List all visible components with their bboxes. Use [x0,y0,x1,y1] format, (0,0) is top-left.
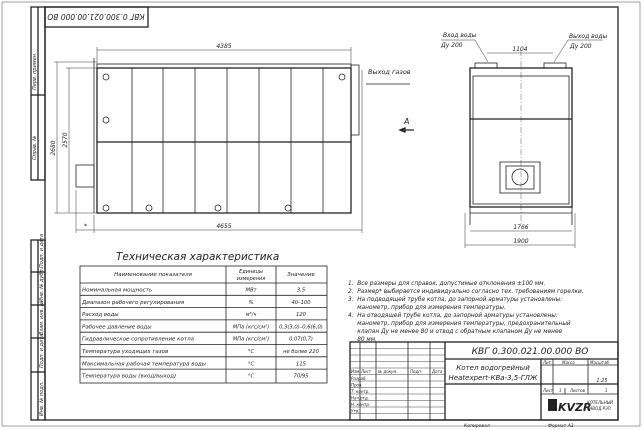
spec-unit: МПа (кгс/см²) [232,336,270,343]
strip-label: Подп. и дата [39,233,45,268]
copied-label: Копировал [464,424,490,429]
spec-unit: °С [247,361,255,368]
role-label: Утв. [351,408,360,414]
title-block [350,342,618,429]
spec-unit: % [248,299,254,306]
spec-unit: МПа (кгс/см²) [232,324,270,331]
spec-unit: м³/ч [245,312,257,319]
spec-unit: МВт [245,287,257,294]
role-label: Н. контр. [351,402,371,407]
notes [348,281,584,343]
dim-2680: 2680 [50,140,57,156]
spec-value: 70/95 [293,373,309,380]
logo-mark [548,399,557,411]
role-label: Нач.отд. [351,395,369,401]
role-label: Т. контр. [351,389,370,394]
note-line: 80 мм. [348,337,378,343]
front-view [440,32,607,248]
format-label: Формат А3 [548,424,574,429]
spec-value: 40–100 [291,299,311,306]
strip-label: Справ. № [32,135,38,160]
scale-value: 1:25 [596,378,608,384]
note-line: 1. Все размеры для справок, допустимые отклонения ±100 мм. [348,281,546,287]
stamp-code: КВГ 0.300.021.00.000 ВО [47,12,145,21]
company-name: КОТЕЛЬНЫЙ [587,400,613,405]
spec-param: Номинальная мощность [82,287,153,294]
spec-title: Техническая характеристика [116,251,280,263]
dim-1900: 1900 [513,238,529,245]
note-line: манометр, прибор для измерения температуры, предохранительный [348,321,571,327]
section-mark: А [404,117,410,126]
spec-param: Диапазон рабочего регулирования [82,299,185,306]
company-logo: KVZR [558,401,592,414]
note-line: 3. На подводящей трубе котла, до запорной арматуры установлены: [348,297,563,303]
water-inlet-label: Вход воды [443,32,477,39]
spec-value: 0,3(3,0)–0,6(6,0) [279,324,323,331]
spec-header-units: измерения [236,276,266,282]
column-header: Подп. [410,369,423,374]
dim-4655: 4655 [216,223,232,230]
dim-star: * [84,223,87,230]
spec-value: 3,5 [296,287,306,294]
note-line: манометр, прибор для измерения температуры. [348,305,506,311]
dim-1104: 1104 [512,46,528,53]
water-outlet-label: Выход воды [569,33,608,40]
sheets-label: Листов [570,388,585,393]
dim-2570: 2570 [62,132,69,148]
strip-label: Перв. примен. [32,52,38,90]
note-line: клапан Ду не менее 80 и отвод с обратным клапаном Ду не менее [348,329,563,335]
column-header: № докум. [378,369,398,374]
lit-label: Лит. [543,360,553,365]
company-name-2: ЗАВОД РЭП [587,406,611,411]
column-header: Изм. [351,369,361,374]
spec-header: Наименование показателя [114,272,192,278]
dim-1766: 1766 [513,224,529,231]
side-view [50,43,414,233]
side-strip [31,7,45,420]
water-inlet-dn: Ду 200 [441,42,463,49]
spec-value: 115 [296,361,306,368]
strip-label: Инв. № подл. [39,381,45,416]
note-line: 2. Размер* выбирается индивидуально согласно тех. требованиям горелки. [348,289,584,295]
spec-value: 0,07(0,7) [289,336,313,343]
spec-table [80,251,327,383]
product-name: Котел водогрейный [456,364,530,372]
spec-param: Температура воды (вход/выход) [82,373,177,380]
spec-value: не более 220 [283,349,319,355]
mass-label: Масса [562,360,575,365]
product-model: Heatexpert-КВа-3,5-ГЛЖ [448,374,538,382]
sheets-value: 1 [605,388,608,393]
spec-unit: °С [247,373,255,380]
strip-label: Подп. и дата [39,333,45,368]
spec-header: Единицы [239,269,263,275]
strip-label: Инв. № дубл. [39,267,45,302]
spec-value: 120 [296,312,306,319]
sheet-value: 1 [559,388,562,393]
water-outlet-dn: Ду 200 [570,43,592,50]
spec-param: Максимальная рабочая температура воды [82,361,207,368]
spec-header: Значение [287,272,315,278]
gas-outlet-label: Выход газов [368,68,411,76]
scale-label: Масштаб [590,360,610,365]
spec-param: Рабочее давление воды [82,324,152,331]
column-header: Дата [432,369,443,374]
spec-param: Гидравлическое сопротивление котла [82,336,194,343]
spec-param: Температура уходящих газов [82,349,169,355]
strip-label: Взам. инв. № [39,301,45,335]
role-label: Пров. [351,382,363,388]
spec-param: Расход воды [82,312,119,319]
spec-unit: °С [247,349,255,355]
sheet-label: Лист [543,388,554,393]
note-line: 4. На отводящей трубе котла, до запорной арматуры установлены: [348,313,558,319]
role-label: Разраб. [351,376,367,381]
column-header: Лист [361,369,372,374]
title-code: КВГ 0.300.021.00.000 ВО [471,347,589,357]
dim-4385: 4385 [216,43,232,50]
